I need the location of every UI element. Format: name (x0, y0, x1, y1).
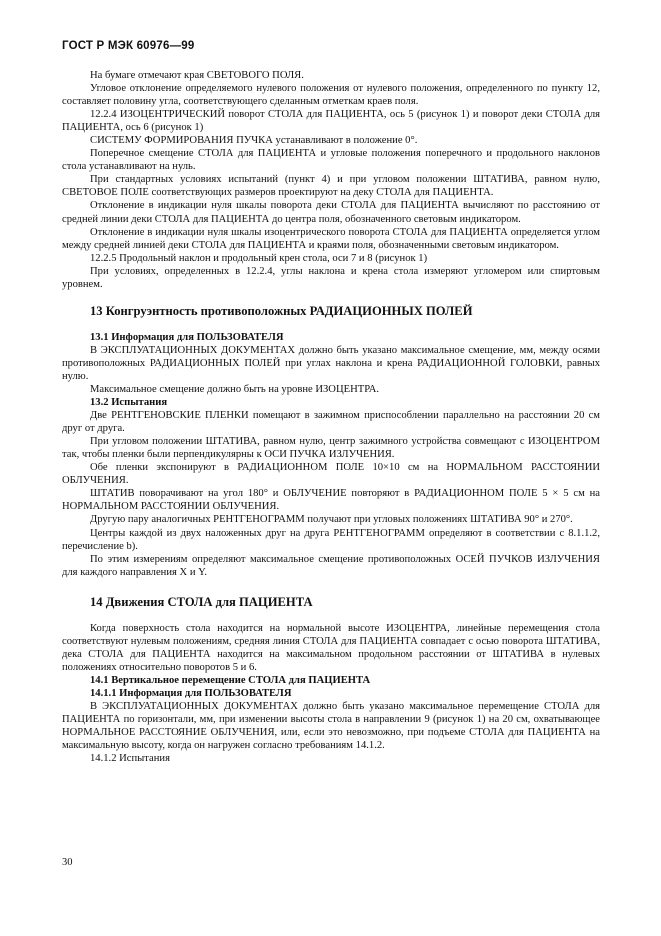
paragraph: В ЭКСПЛУАТАЦИОННЫХ ДОКУМЕНТАХ должно быть указано максимальное перемещение СТОЛА для ПАЦИЕНТА по горизонтали, мм, при изменении высоты стола в направлении 9 (рисунок 1) на 20 см, охватывающее НОРМАЛЬНОЕ РАССТОЯНИЕ ОБЛУЧЕНИЯ, или, если это невозможно, при подъеме СТОЛА для ПАЦИЕНТА на максимальную высоту, когда он нагружен согласно требованиям 14.1.2. (62, 700, 600, 752)
paragraph: Максимальное смещение должно быть на уровне ИЗОЦЕНТРА. (90, 383, 380, 395)
section-heading: 13 Конгруэнтность противоположных РАДИАЦИОННЫХ ПОЛЕЙ (90, 303, 473, 318)
paragraph: 12.2.4 ИЗОЦЕНТРИЧЕСКИЙ поворот СТОЛА для ПАЦИЕНТА, ось 5 (рисунок 1) и поворот деки СТОЛА для ПАЦИЕНТА, ось 6 (рисунок 1) (62, 109, 600, 134)
paragraph: При угловом положении ШТАТИВА, равном нулю, центр зажимного устройства совмещают с ИЗОЦЕНТРОМ так, чтобы пленки были перпендикулярны к ОСИ ПУЧКА ИЗЛУЧЕНИЯ. (62, 436, 600, 461)
paragraph: По этим измерениям определяют максимальное смещение противоположных ОСЕЙ ПУЧКОВ ИЗЛУЧЕНИЯ для каждого направления X и Y. (62, 553, 600, 578)
paragraph: ШТАТИВ поворачивают на угол 180° и ОБЛУЧЕНИЕ повторяют в РАДИАЦИОННОМ ПОЛЕ 5 × 5 см на НОРМАЛЬНОМ РАССТОЯНИИ ОБЛУЧЕНИЯ. (62, 488, 600, 513)
paragraph: При стандартных условиях испытаний (пункт 4) и при угловом положении ШТАТИВА, равном нулю, СВЕТОВОЕ ПОЛЕ соответствующих размеров проектируют на деку СТОЛА для ПАЦИЕНТА. (62, 174, 600, 199)
paragraph: Две РЕНТГЕНОВСКИЕ ПЛЕНКИ помещают в зажимном приспособлении параллельно на расстоянии 20 см друг от друга. (62, 410, 600, 435)
section-heading: 14 Движения СТОЛА для ПАЦИЕНТА (90, 594, 313, 609)
paragraph: При условиях, определенных в 12.2.4, углы наклона и крена стола измеряют угломером или спиртовым уровнем. (62, 265, 600, 290)
paragraph: Отклонение в индикации нуля шкалы поворота деки СТОЛА для ПАЦИЕНТА вычисляют по расстоянию от средней линии деки СТОЛА для ПАЦИЕНТА до центра поля, обозначенного световым индикатором. (62, 200, 600, 225)
subsection-heading: 14.1.1 Информация для ПОЛЬЗОВАТЕЛЯ (90, 687, 292, 699)
paragraph: СИСТЕМУ ФОРМИРОВАНИЯ ПУЧКА устанавливают в положение 0°. (90, 135, 418, 147)
paragraph: Поперечное смещение СТОЛА для ПАЦИЕНТА и угловые положения поперечного и продольного наклонов стола устанавливают на нуль. (62, 148, 600, 173)
paragraph: Центры каждой из двух наложенных друг на друга РЕНТГЕНОГРАММ определяют в соответствии с 8.1.1.2, перечисление b). (62, 527, 600, 552)
subsection-heading: 13.1 Информация для ПОЛЬЗОВАТЕЛЯ (90, 331, 284, 343)
subsection-heading: 14.1 Вертикальное перемещение СТОЛА для ПАЦИЕНТА (90, 674, 371, 686)
paragraph: 14.1.2 Испытания (90, 753, 170, 765)
subsection-heading: 13.2 Испытания (90, 397, 168, 409)
document-body (62, 69, 600, 765)
paragraph: Обе пленки экспонируют в РАДИАЦИОННОМ ПОЛЕ 10×10 см на НОРМАЛЬНОМ РАССТОЯНИИ ОБЛУЧЕНИЯ. (62, 462, 600, 487)
paragraph: Отклонение в индикации нуля шкалы изоцентрического поворота СТОЛА для ПАЦИЕНТА определяется углом между средней линией деки СТОЛА для ПАЦИЕНТА и краями поля, обозначенными световым индикатором. (62, 226, 600, 251)
paragraph: В ЭКСПЛУАТАЦИОННЫХ ДОКУМЕНТАХ должно быть указано максимальное смещение, мм, между осями противоположных РАДИАЦИОННЫХ ПОЛЕЙ при углах наклона и крена РАДИАЦИОННОЙ ГОЛОВКИ, равных нулю. (62, 344, 600, 382)
paragraph: Угловое отклонение определяемого нулевого положения от нулевого положения, определенного по пункту 12, составляет половину угла, соответствующего сделанным отметкам краев поля. (62, 83, 600, 108)
paragraph: На бумаге отмечают края СВЕТОВОГО ПОЛЯ. (90, 70, 304, 81)
page-number: 30 (62, 857, 73, 868)
document-header: ГОСТ Р МЭК 60976—99 (62, 40, 195, 52)
paragraph: Когда поверхность стола находится на нормальной высоте ИЗОЦЕНТРА, линейные перемещения стола соответствуют нулевым положениям, средняя линия СТОЛА для ПАЦИЕНТА совпадает с осью поворота ШТАТИВА, дека СТОЛА для ПАЦИЕНТА находится на максимальном продольном расстоянии от ШТАТИВА в нулевых положениях относительно поворотов 5 и 6. (62, 622, 600, 673)
paragraph: Другую пару аналогичных РЕНТГЕНОГРАММ получают при угловых положениях ШТАТИВА 90° и 270°. (90, 514, 573, 526)
paragraph: 12.2.5 Продольный наклон и продольный крен стола, оси 7 и 8 (рисунок 1) (90, 252, 428, 264)
